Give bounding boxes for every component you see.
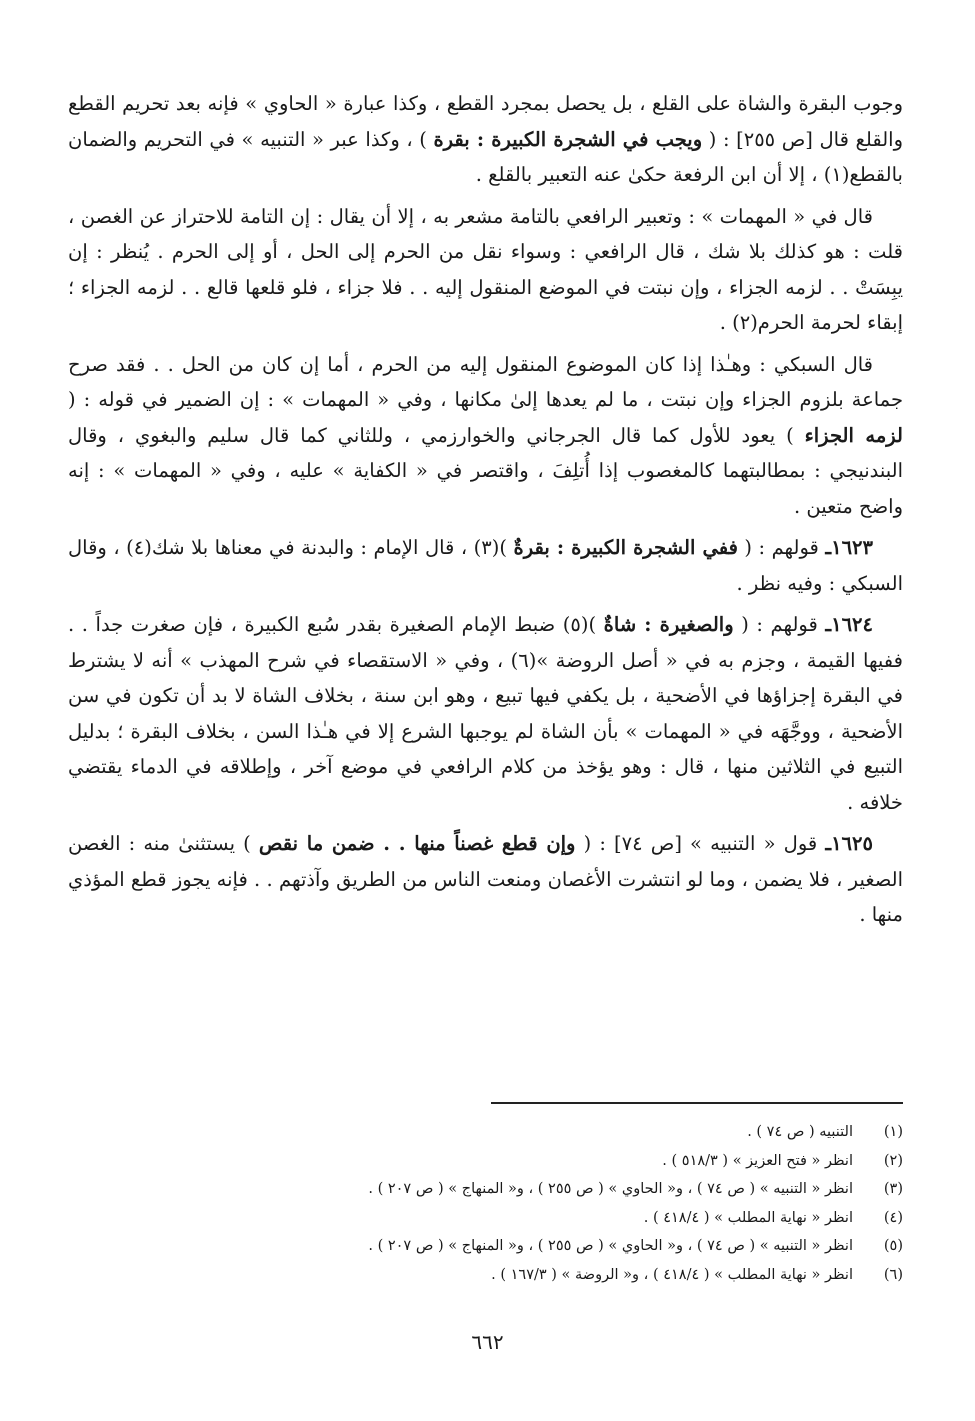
paragraph-1625 [68, 826, 903, 933]
main-text [68, 86, 903, 939]
issue-number-1624: ١٦٢٤ـ [825, 613, 873, 636]
paragraph-3 [68, 347, 903, 525]
paragraph-3-seg-2: ) يعود للأول كما قال الجرجاني والخوارزمي ، وللثاني كما قال سليم والبغوي ، وقال البندنيجي : بمطالبتهما كالمغصوب إذا أُتلِفَ ، واقتصر في « الكفاية » عليه ، وفي « المهمات » : إنه واضح متعين . [68, 423, 903, 518]
footnote-text: التنبيه ( ص ٧٤ ) . [747, 1124, 853, 1140]
paragraph-1-seg-0: وجوب البقرة والشاة على القلع ، بل يحصل بمجرد القطع ، وكذا عبارة « الحاوي » فإنه بعد تحريم القطع والقلع قال [ص ٢٥٥] : ( [68, 92, 903, 151]
paragraph-1624-seg-0: قولهم : ( [733, 613, 826, 636]
footnote-2 [68, 1147, 903, 1176]
paragraph-3-seg-1: لزمه الجزاء [804, 423, 903, 447]
footnote-3 [68, 1175, 903, 1204]
footnote-separator [491, 1102, 903, 1104]
issue-number-1625: ١٦٢٥ـ [825, 832, 873, 855]
footnote-number: (١) [883, 1124, 903, 1140]
paragraph-1623-seg-0: قولهم : ( [737, 536, 826, 559]
paragraph-2 [68, 199, 903, 341]
footnote-4 [68, 1204, 903, 1233]
footnote-number: (٢) [883, 1152, 903, 1169]
paragraph-1624-seg-1: والصغيرة : شاةٌ [603, 613, 734, 636]
footnote-text: انظر « نهاية المطلب » ( ٤١٨/٤ ) ، و« الروضة » ( ١٦٧/٣ ) . [491, 1266, 853, 1283]
footnote-1 [68, 1118, 903, 1147]
paragraph-1623 [68, 530, 903, 601]
footnote-text: انظر « فتح العزيز » ( ٥١٨/٣ ) . [662, 1152, 853, 1169]
paragraph-1625-seg-0: قول « التنبيه » [ص ٧٤] : ( [575, 832, 826, 855]
paragraph-1 [68, 86, 903, 193]
page-number: ٦٦٢ [471, 1330, 504, 1354]
paragraph-1-seg-1: ويجب في الشجرة الكبيرة : بقرة [433, 127, 703, 151]
footnote-6 [68, 1261, 903, 1290]
paragraph-3-seg-0: قال السبكي : وهـٰذا إذا كان الموضوع المنقول إليه من الحرم ، أما إن كان من الحل . . فقد صرح جماعة بلزوم الجزاء وإن نبتت ، ما لم يعدها إلىٰ مكانها ، وفي « المهمات » : إن الضمير في قوله : ( [68, 352, 903, 411]
paragraph-1623-seg-1: ففي الشجرة الكبيرة : بقرةٌ [513, 536, 738, 559]
footnote-number: (٥) [883, 1238, 903, 1255]
paragraph-2-seg-0: قال في « المهمات » : وتعبير الرافعي بالتامة مشعر به ، إلا أن يقال : إن التامة للاحتراز عن الغصن ، قلت : هو كذلك بلا شك ، قال الرافعي : وسواء نقل من الحرم إلى الحل ، أو إلى الحرم . يُنظر : إن يبِسَتْ . . لزمه الجزاء ، وإن نبتت في الموضع المنقول إليه . . فلا جزاء ، فلو قلعها قالع . . لزمه الجزاء ؛ إبقاء لحرمة الحرم(٢) . [68, 204, 903, 334]
footnote-text: انظر « نهاية المطلب » ( ٤١٨/٤ ) . [643, 1209, 853, 1226]
footnote-5 [68, 1232, 903, 1261]
footnote-number: (٣) [883, 1181, 903, 1198]
footnote-number: (٤) [883, 1209, 903, 1226]
paragraph-1624-seg-2: )(٥) ضبط الإمام الصغيرة بقدر سُبع الكبيرة ، فإن صغرت جداً . . ففيها القيمة ، وجزم به في « أصل الروضة »(٦) ، وفي « الاستقصاء في شرح المهذب » أنه لا يشترط في البقرة إجزاؤها في الأضحية ، بل يكفي فيها تبيع ، وهو ابن سنة ، بخلاف الشاة لا بد أن تكون في سن الأضحية ، ووجَّهَه في « المهمات » بأن الشاة لم يوجبها الشرع إلا في هـٰذا السن ، بخلاف البقرة ؛ بدليل التبيع في الثلاثين منها ، قال : وهو يؤخذ من كلام الرافعي في موضع آخر ، وإطلاقه في الدماء يقتضي خلافه . [68, 613, 903, 814]
footnotes [68, 1118, 903, 1290]
issue-number-1623: ١٦٢٣ـ [825, 536, 873, 559]
footnote-text: انظر « التنبيه » ( ص ٧٤ ) ، و« الحاوي » ( ص ٢٥٥ ) ، و« المنهاج » ( ص ٢٠٧ ) . [368, 1238, 853, 1255]
paragraph-1625-seg-1: وإن قطع غصناً منها . . ضمن ما نقص [258, 832, 576, 855]
paragraph-1624 [68, 607, 903, 820]
paragraph-1-seg-2: ) ، وكذا عبر « التنبيه » في التحريم والضمان بالقطع(١) ، إلا أن ابن الرفعة حكىٰ عنه التعبير بالقلع . [68, 127, 903, 186]
paragraph-1623-seg-2: )(٣) ، قال الإمام : والبدنة في معناها بلا شك(٤) ، وقال السبكي : وفيه نظر . [68, 536, 903, 595]
paragraph-1625-seg-2: ) يستثنىٰ منه : الغصن الصغير ، فلا يضمن ، وما لو انتشرت الأغصان ومنعت الناس من الطريق وآذتهم . . فإنه يجوز قطع المؤذي منها . [68, 832, 903, 926]
footnote-number: (٦) [883, 1266, 903, 1283]
footnote-text: انظر « التنبيه » ( ص ٧٤ ) ، و« الحاوي » ( ص ٢٥٥ ) ، و« المنهاج » ( ص ٢٠٧ ) . [368, 1181, 853, 1198]
